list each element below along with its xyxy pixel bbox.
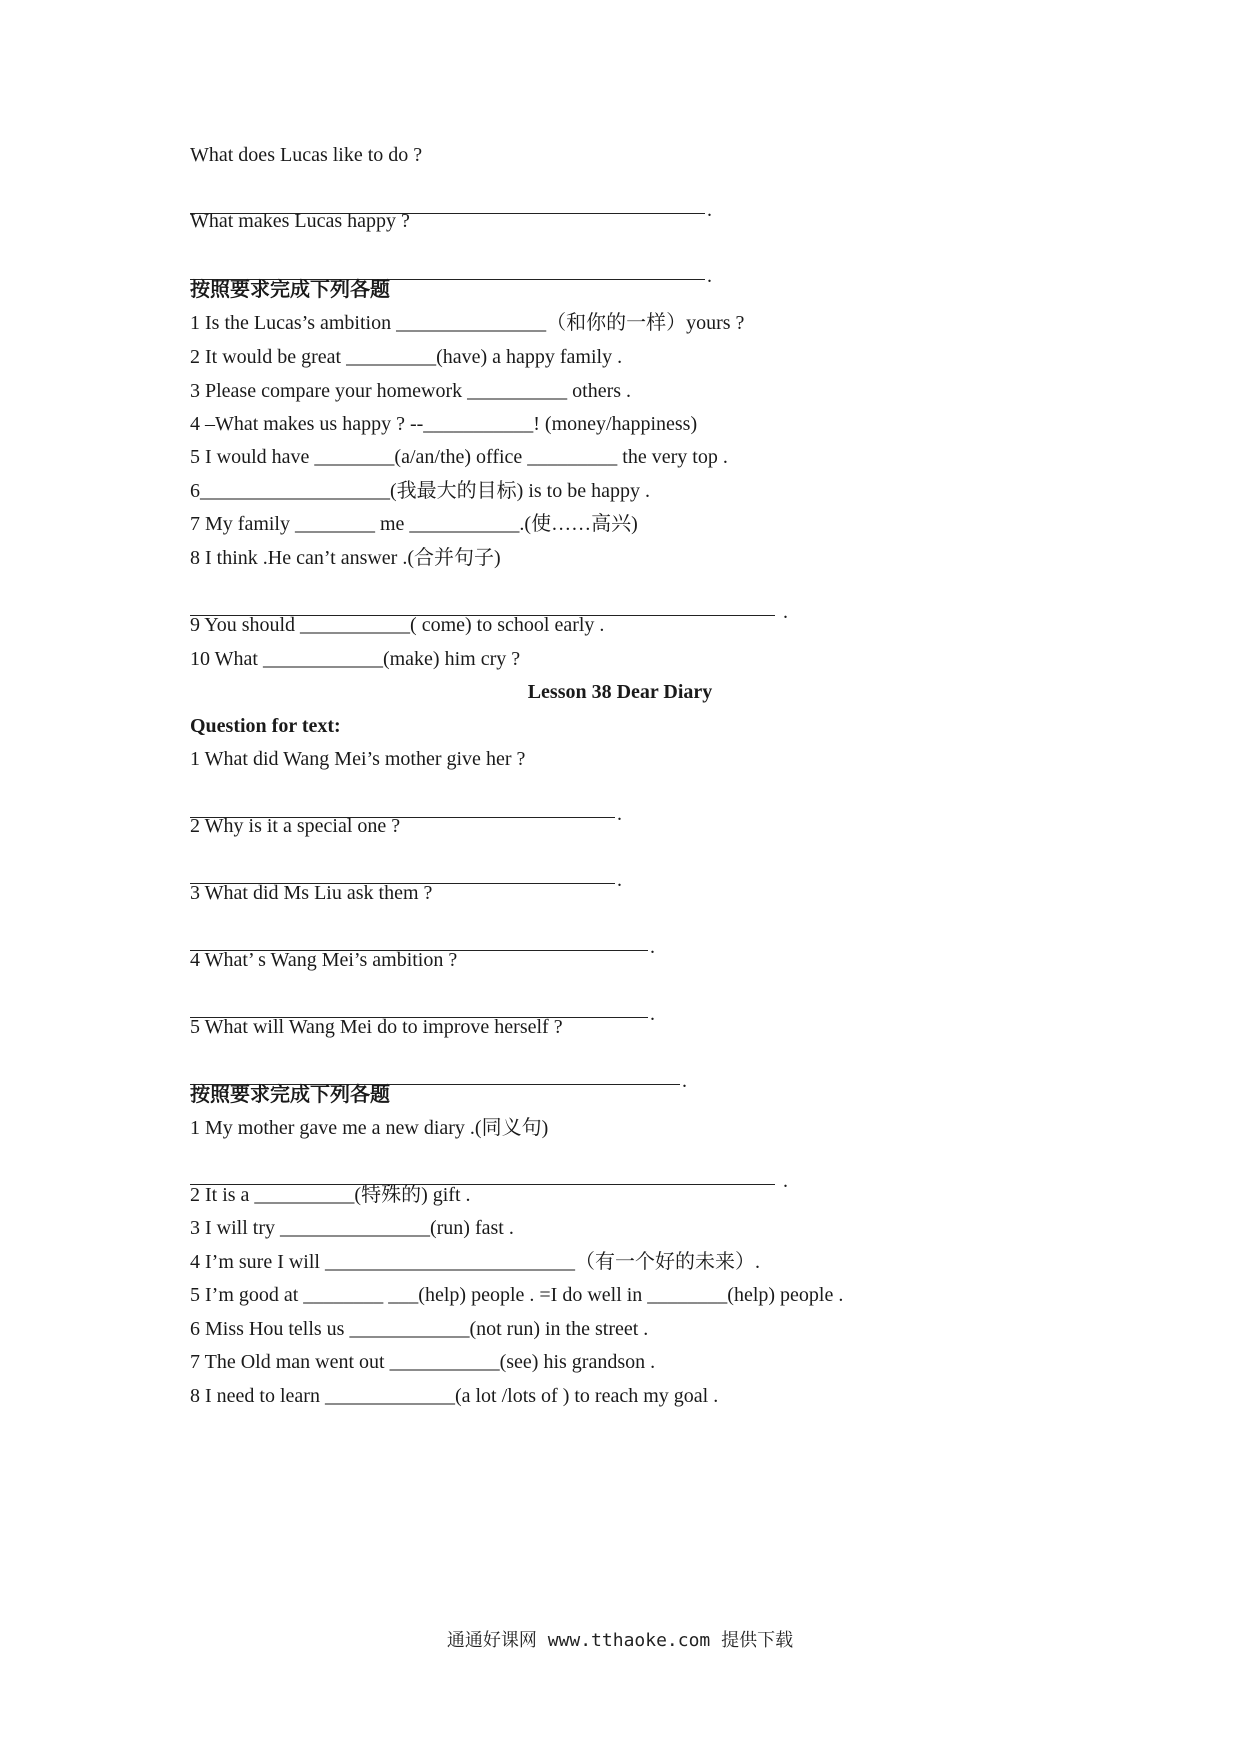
answer-line[interactable]: . [190,192,712,214]
answer-line[interactable]: . [190,594,788,616]
answer-line[interactable]: . [190,796,622,818]
lesson-title: Lesson 38 Dear Diary [527,681,713,703]
exercise-item: 3 Please compare your homework __________ others . [190,380,632,402]
exercise-item: 4 –What makes us happy ? --___________! (money/happiness) [190,413,698,435]
exercise-item: 4 I’m sure I will _________________________（有一个好的未来）. [190,1251,760,1273]
exercise-item: 6___________________(我最大的目标) is to be happy . [190,480,650,502]
download-footer: 通通好课网 www.tthaoke.com 提供下载 [446,1630,794,1651]
answer-line[interactable]: . [190,996,655,1018]
text-question: 3 What did Ms Liu ask them ? [190,882,433,904]
exercise-item: 7 My family ________ me ___________.(使……高兴) [190,513,638,535]
exercise-item: 5 I would have ________(a/an/the) office _________ the very top . [190,446,728,468]
question-lucas-like: What does Lucas like to do ? [190,144,423,166]
exercise-item: 1 My mother gave me a new diary .(同义句) [190,1117,549,1139]
text-question: 1 What did Wang Mei’s mother give her ? [190,748,526,770]
text-question: 4 What’ s Wang Mei’s ambition ? [190,949,458,971]
question-lucas-happy: What makes Lucas happy ? [190,210,410,232]
question-section-label: Question for text: [190,715,341,737]
text-question: 2 Why is it a special one ? [190,815,401,837]
answer-line[interactable]: . [190,929,655,951]
exercise-item: 3 I will try _______________(run) fast . [190,1217,514,1239]
exercise-item: 5 I’m good at ________ ___(help) people . =I do well in ________(help) people . [190,1284,844,1306]
answer-line[interactable]: . [190,1063,687,1085]
exercise-item: 6 Miss Hou tells us ____________(not run) in the street . [190,1318,649,1340]
exercise-heading: 按照要求完成下列各题 [190,1082,390,1106]
answer-line[interactable]: . [190,258,712,280]
exercise-item: 10 What ____________(make) him cry ? [190,648,521,670]
exercise-heading: 按照要求完成下列各题 [190,277,390,301]
exercise-item: 7 The Old man went out ___________(see) his grandson . [190,1351,656,1373]
exercise-item: 2 It is a __________(特殊的) gift . [190,1184,471,1206]
answer-line[interactable]: . [190,1163,788,1185]
exercise-item: 8 I think .He can’t answer .(合并句子) [190,547,501,569]
exercise-item: 2 It would be great _________(have) a happy family . [190,346,623,368]
exercise-item: 9 You should ___________( come) to school early . [190,614,605,636]
exercise-item: 1 Is the Lucas’s ambition _______________（和你的一样）yours ? [190,312,745,334]
answer-line[interactable]: . [190,862,622,884]
exercise-item: 8 I need to learn _____________(a lot /lots of ) to reach my goal . [190,1385,719,1407]
text-question: 5 What will Wang Mei do to improve herself ? [190,1016,563,1038]
